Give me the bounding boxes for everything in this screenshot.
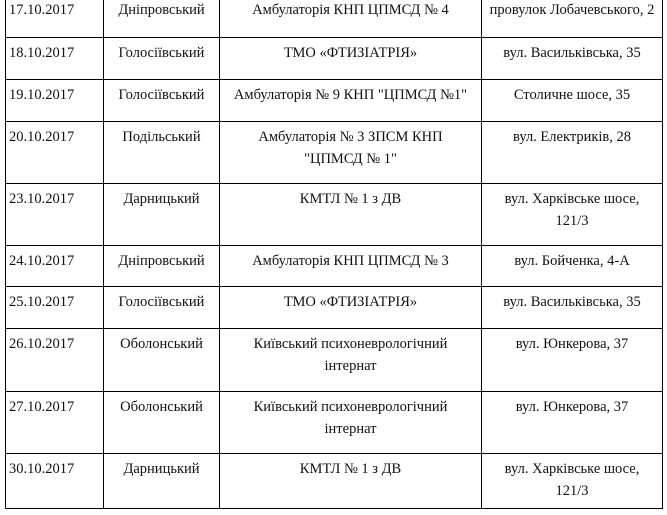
district-cell: Дарницький [104, 184, 220, 246]
address-line: вул. Васильківська, 35 [503, 294, 641, 310]
district-cell: Дніпровський [104, 0, 220, 38]
district-cell: Подільський [104, 122, 220, 184]
facility-line: інтернат [324, 421, 377, 437]
date-cell: 17.10.2017 [6, 0, 104, 38]
address-line: вул. Бойченка, 4-А [514, 253, 630, 269]
table-row [6, 329, 663, 392]
address-cell [482, 392, 663, 454]
facility-line: Амбулаторія № 3 ЗПСМ КНП [258, 129, 443, 145]
facility-line: ТМО «ФТИЗІАТРІЯ» [283, 294, 418, 310]
facility-line: Амбулаторія КНП ЦПМСД № 3 [252, 253, 449, 269]
date-cell: 20.10.2017 [6, 122, 104, 184]
facility-cell [220, 184, 482, 246]
address-cell [482, 80, 663, 122]
facility-line: Київський психоневрологічний [253, 336, 448, 352]
address-line: 121/3 [555, 483, 589, 499]
facility-line: інтернат [324, 358, 377, 374]
address-line: Столичне шосе, 35 [513, 87, 631, 103]
address-cell [482, 454, 663, 509]
facility-cell [220, 329, 482, 392]
date-cell: 27.10.2017 [6, 392, 104, 454]
district-cell: Голосіївський [104, 80, 220, 122]
address-line: вул. Юнкерова, 37 [515, 399, 629, 415]
facility-cell [220, 80, 482, 122]
district-cell: Голосіївський [104, 38, 220, 80]
facility-line: "ЦПМСД № 1" [304, 151, 397, 167]
address-cell [482, 122, 663, 184]
address-line: вул. Харківське шосе, [504, 191, 640, 207]
facility-line: КМТЛ № 1 з ДВ [299, 191, 402, 207]
district-cell: Оболонський [104, 329, 220, 392]
address-line: вул. Юнкерова, 37 [515, 336, 629, 352]
address-line: 121/3 [555, 213, 589, 229]
address-cell [482, 329, 663, 392]
facility-cell [220, 246, 482, 287]
address-cell [482, 184, 663, 246]
facility-cell [220, 122, 482, 184]
facility-line: Київський психоневрологічний [253, 399, 448, 415]
date-cell: 24.10.2017 [6, 246, 104, 287]
address-cell [482, 246, 663, 287]
facility-line: КМТЛ № 1 з ДВ [299, 461, 402, 477]
facility-cell [220, 287, 482, 329]
facility-line: ТМО «ФТИЗІАТРІЯ» [283, 45, 418, 61]
address-cell [482, 0, 663, 38]
table-row [6, 287, 663, 329]
date-cell: 18.10.2017 [6, 38, 104, 80]
date-cell: 25.10.2017 [6, 287, 104, 329]
facility-cell [220, 38, 482, 80]
table-row [6, 454, 663, 509]
district-cell: Дарницький [104, 454, 220, 509]
table-row [6, 392, 663, 454]
address-line: провулок Лобачевського, 2 [489, 2, 655, 18]
address-line: вул. Електриків, 28 [512, 129, 632, 145]
table-row [6, 122, 663, 184]
facility-cell [220, 454, 482, 509]
date-cell: 23.10.2017 [6, 184, 104, 246]
address-cell [482, 38, 663, 80]
date-cell: 30.10.2017 [6, 454, 104, 509]
facility-line: Амбулаторія КНП ЦПМСД № 4 [252, 2, 449, 18]
facility-line: Амбулаторія № 9 КНП "ЦПМСД №1" [233, 87, 468, 103]
table-row [6, 184, 663, 246]
facility-cell [220, 0, 482, 38]
date-cell: 26.10.2017 [6, 329, 104, 392]
district-cell: Дніпровський [104, 246, 220, 287]
table-row [6, 246, 663, 287]
address-line: вул. Васильківська, 35 [503, 45, 641, 61]
facility-cell [220, 392, 482, 454]
district-cell: Голосіївський [104, 287, 220, 329]
table-row [6, 80, 663, 122]
schedule-table [5, 0, 663, 509]
address-line: вул. Харківське шосе, [504, 461, 640, 477]
table-row [6, 38, 663, 80]
table-row [6, 0, 663, 38]
date-cell: 19.10.2017 [6, 80, 104, 122]
district-cell: Оболонський [104, 392, 220, 454]
schedule-table-body [6, 0, 663, 509]
address-cell [482, 287, 663, 329]
